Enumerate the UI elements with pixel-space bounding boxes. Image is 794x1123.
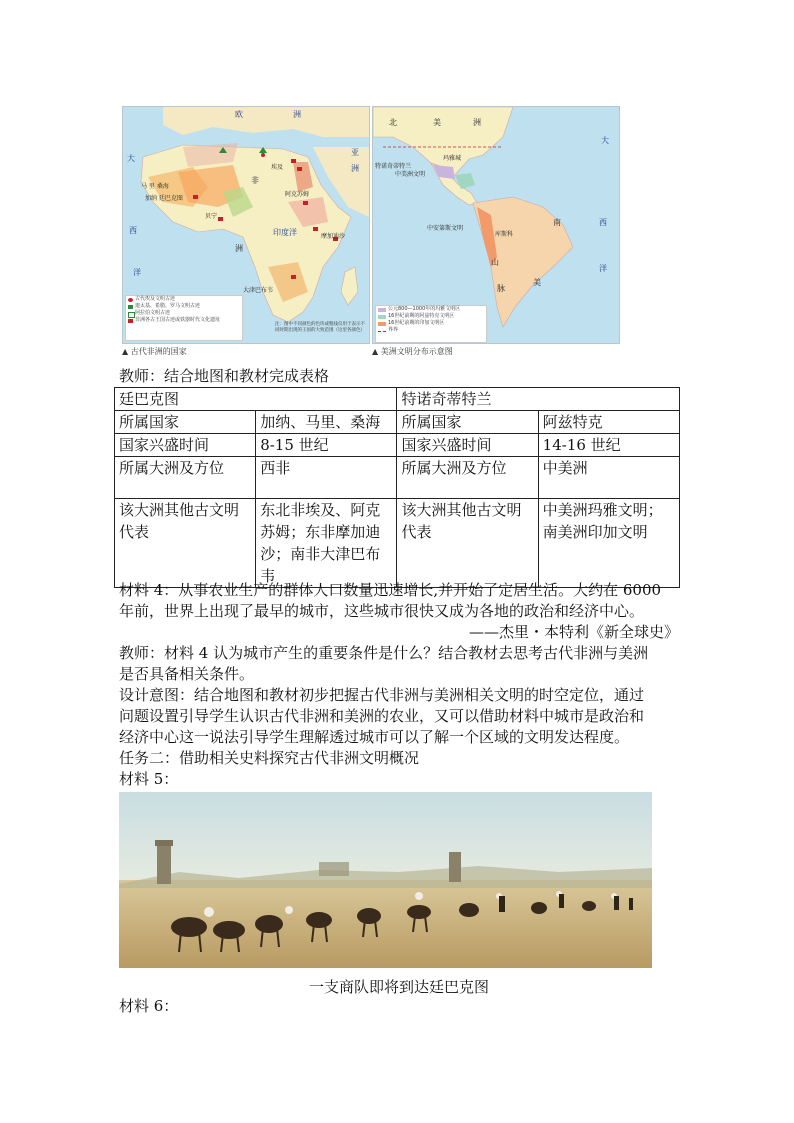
teacher-question-line1: 教师：材料 4 认为城市产生的重要条件是什么？结合教材去思考古代非洲与美洲	[119, 644, 649, 662]
table-row	[115, 388, 680, 411]
table-cell: 国家兴盛时间	[115, 434, 256, 457]
africa-map-legend	[125, 295, 243, 341]
label-chavin: 中安第斯文明	[427, 225, 464, 232]
table-cell: 14-16 世纪	[538, 434, 679, 457]
label-ghana-timbuktu: 加纳 廷巴克图	[145, 195, 183, 202]
label-india: 印度洋	[273, 228, 297, 237]
legend-item: 公元800—1000年的玛雅文明区	[376, 306, 486, 313]
table-row	[115, 457, 680, 499]
task2-heading: 任务二：借助相关史料探究古代非洲文明概况	[119, 749, 420, 767]
legend-item: 阿拉伯文明古迹	[126, 310, 242, 317]
material6-label: 材料 6：	[119, 997, 179, 1015]
maps-figure	[122, 106, 618, 358]
table-row	[115, 434, 680, 457]
label-asia-ya: 亚	[351, 148, 359, 157]
label-aksum: 阿克苏姆	[285, 191, 310, 198]
table-cell: 该大洲其他古文明代表	[397, 499, 538, 588]
label-xi: 西	[599, 218, 607, 227]
table-row	[115, 499, 680, 588]
label-ocean-xi: 西	[129, 226, 137, 235]
table-cell: 国家兴盛时间	[397, 434, 538, 457]
label-nan: 南	[553, 218, 561, 227]
caravan-drawing	[119, 792, 652, 968]
label-fei: 非	[251, 176, 259, 185]
africa-map-caption: ▲ 古代非洲的国家	[122, 347, 187, 356]
label-bei: 北	[389, 118, 397, 127]
table-cell: 所属国家	[397, 411, 538, 434]
material4-source: ——杰里・本特利《新全球史》	[468, 623, 679, 641]
label-central-america: 中美洲文明	[395, 171, 426, 178]
intro-line: 教师：结合地图和教材完成表格	[119, 367, 330, 385]
table-cell: 中美洲	[538, 457, 679, 499]
table-cell: 中美洲玛雅文明；南美洲印加文明	[538, 499, 679, 588]
label-yang: 洋	[599, 264, 607, 273]
table-cell: 所属大洲及方位	[397, 457, 538, 499]
america-map	[372, 106, 620, 344]
africa-map	[122, 106, 370, 344]
table-cell: 东北非埃及、阿克苏姆；东非摩加迪沙；南非大津巴布韦	[256, 499, 397, 588]
table-cell: 特诺奇蒂特兰	[397, 388, 680, 411]
label-cuzco: 库斯科	[495, 231, 514, 238]
design-intent-line2: 问题设置引导学生认识古代非洲和美洲的农业，又可以借助材料中城市是政治和	[119, 707, 645, 725]
label-tenochtitlan: 特诺奇蒂特兰	[375, 163, 412, 170]
legend-item: 迦太基、希腊、罗马文明古迹	[126, 303, 242, 310]
label-egypt: 埃及	[271, 164, 284, 171]
america-map-legend	[375, 305, 487, 343]
caravan-illustration	[119, 792, 652, 968]
label-europe-zhou: 洲	[293, 110, 301, 119]
label-great-zimbabwe: 大津巴布韦	[243, 287, 274, 294]
comparison-table	[114, 387, 680, 588]
table-cell: 该大洲其他古文明代表	[115, 499, 256, 588]
table-cell: 廷巴克图	[115, 388, 397, 411]
table-cell: 加纳、马里、桑海	[256, 411, 397, 434]
label-mai: 脉	[497, 284, 505, 293]
label-mei: 美	[433, 118, 441, 127]
table-row	[115, 411, 680, 434]
label-da: 大	[601, 136, 609, 145]
caravan-caption: 一支商队即将到达廷巴克图	[308, 978, 489, 996]
label-zhou: 洲	[235, 244, 243, 253]
legend-item: 非洲各古王国古迹或铁器时代文化遗址	[126, 317, 242, 324]
label-ocean-da: 大	[127, 154, 135, 163]
design-intent-line3: 经济中心这一说法引导学生理解透过城市可以了解一个区域的文明发达程度。	[119, 728, 630, 746]
table-cell: 所属国家	[115, 411, 256, 434]
label-benin: 贝宁	[205, 213, 218, 220]
table-cell: 8-15 世纪	[256, 434, 397, 457]
america-map-caption: ▲ 美洲文明分布示意图	[372, 347, 453, 356]
label-zhou: 洲	[473, 118, 481, 127]
material4-line1: 材料 4：从事农业生产的群体人口数量迅速增长,并开始了定居生活。大约在 6000	[119, 581, 662, 599]
label-mei2: 美	[533, 278, 541, 287]
material4-line2: 年前，世界上出现了最早的城市，这些城市很快又成为各地的政治和经济中心。	[119, 602, 645, 620]
table-cell: 西非	[256, 457, 397, 499]
label-maya: 玛雅城	[443, 155, 462, 162]
label-ocean-yang: 洋	[133, 268, 141, 277]
africa-map-note: 注：图中不同颜色的色块或粗线仅用于表示不同时期出现的王国的大致范围（这里各颜色）	[275, 322, 365, 333]
legend-item: 古代埃及文明古迹	[126, 296, 242, 303]
legend-item: 16世纪前期的阿兹特克文明区	[376, 313, 486, 320]
label-asia-zhou: 洲	[351, 164, 359, 173]
material5-label: 材料 5：	[119, 770, 179, 788]
label-mali-songhai: 马 里 桑海	[141, 183, 169, 190]
legend-item: 16世纪前期的印加文明区	[376, 320, 486, 327]
design-intent-line1: 设计意图：结合地图和教材初步把握古代非洲与美洲相关文明的时空定位，通过	[119, 686, 645, 704]
table-cell: 阿兹特克	[538, 411, 679, 434]
label-europe-ou: 欧	[235, 110, 243, 119]
label-shan: 山	[491, 258, 499, 267]
teacher-question-line2: 是否具备相关条件。	[119, 665, 255, 683]
table-cell: 所属大洲及方位	[115, 457, 256, 499]
label-mogadishu: 摩加迪沙	[321, 233, 346, 240]
legend-item: 界界	[376, 327, 486, 334]
